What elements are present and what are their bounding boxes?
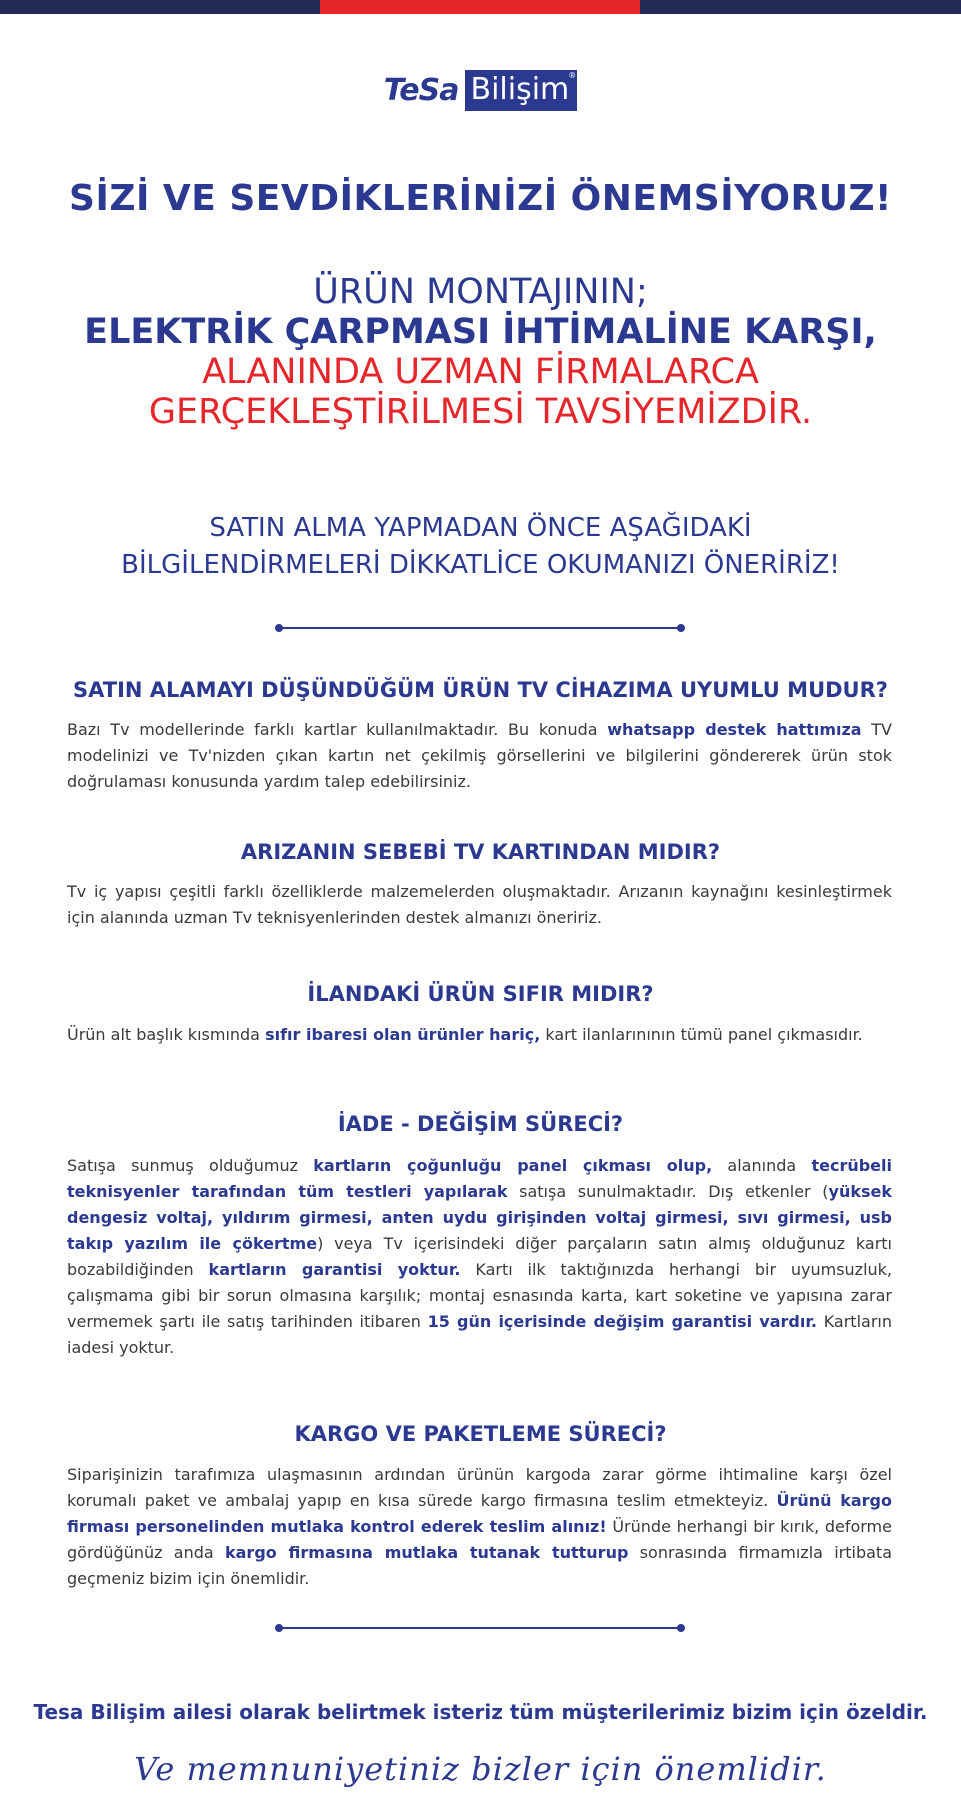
divider-line bbox=[279, 627, 681, 629]
closing-statement: Tesa Bilişim ailesi olarak belirtmek isteriz tüm müşterilerimiz bizim için özeldir. bbox=[33, 1700, 928, 1724]
reading-advice bbox=[0, 510, 961, 584]
new-text-1: Ürün alt başlık kısmında bbox=[67, 1025, 266, 1044]
section-text-new-product bbox=[67, 1022, 892, 1048]
divider-bottom bbox=[275, 1622, 685, 1634]
shipping-highlight-2: kargo firmasına mutlaka tutanak tutturup bbox=[224, 1543, 629, 1562]
section-title-return: İADE - DEĞİŞİM SÜRECİ? bbox=[337, 1112, 624, 1136]
top-bar-navy-segment-right bbox=[640, 0, 961, 14]
brand-logo bbox=[0, 67, 961, 113]
shipping-text-2: Üründe herhangi bir kırık, deforme gördüğünüz anda bbox=[67, 1517, 892, 1562]
whatsapp-support-highlight: whatsapp destek hattımıza bbox=[607, 720, 862, 739]
top-color-bar bbox=[0, 0, 961, 14]
return-text-6: Kartların iadesi yoktur. bbox=[67, 1312, 892, 1357]
registered-mark: ® bbox=[568, 70, 577, 80]
advice-line-1: SATIN ALMA YAPMADAN ÖNCE AŞAĞIDAKİ bbox=[209, 513, 752, 543]
top-bar-red-segment bbox=[320, 0, 640, 14]
divider-dot-right bbox=[677, 624, 685, 632]
logo-bilisim-box bbox=[465, 70, 578, 111]
section-title-compatibility: SATIN ALAMAYI DÜŞÜNDÜĞÜM ÜRÜN TV CİHAZIMA UYUMLU MUDUR? bbox=[73, 678, 888, 702]
page-headline: SİZİ VE SEVDİKLERİNİZİ ÖNEMSİYORUZ! bbox=[69, 178, 892, 219]
section-title-new-product: İLANDAKİ ÜRÜN SIFIR MIDIR? bbox=[307, 982, 654, 1006]
top-bar-navy-segment bbox=[0, 0, 320, 14]
compat-text-1: Bazı Tv modellerinde farklı kartlar kullanılmaktadır. Bu konuda bbox=[67, 720, 608, 739]
return-highlight-3: yüksek dengesiz voltaj, yıldırım girmesi, anten uydu girişinden voltaj girmesi, sıvı girmesi, usb takıp yazılım ile çökertme bbox=[67, 1182, 892, 1253]
section-title-shipping: KARGO VE PAKETLEME SÜRECİ? bbox=[294, 1422, 667, 1446]
warning-line-4: GERÇEKLEŞTİRİLMESİ TAVSİYEMİZDİR. bbox=[148, 392, 813, 432]
return-highlight-1: kartların çoğunluğu panel çıkması olup, bbox=[313, 1156, 713, 1175]
section-title-fault: ARIZANIN SEBEBİ TV KARTINDAN MIDIR? bbox=[240, 840, 721, 864]
section-text-compatibility bbox=[67, 717, 892, 795]
shipping-highlight-1: Ürünü kargo firması personelinden mutlaka kontrol ederek teslim alınız! bbox=[67, 1491, 893, 1536]
divider-dot-right bbox=[677, 1624, 685, 1632]
shipping-text-1: Siparişinizin tarafımıza ulaşmasının ardından ürünün kargoda zarar görme ihtimaline karşı özel korumalı paket ve ambalaj yapıp en kısa sürede kargo firmasına teslim etmekteyiz. bbox=[67, 1465, 892, 1510]
compat-text-2: TV modelinizi ve Tv'nizden çıkan kartın net çekilmiş görsellerini ve bilgilerini göndererek ürün stok doğrulaması konusunda yardım talep edebilirsiniz. bbox=[67, 720, 893, 791]
return-highlight-2: tecrübeli teknisyenler tarafından tüm testleri yapılarak bbox=[67, 1156, 892, 1201]
return-text-1: Satışa sunmuş olduğumuz bbox=[67, 1156, 314, 1175]
warning-line-2: ELEKTRİK ÇARPMASI İHTİMALİNE KARŞI, bbox=[84, 312, 877, 352]
return-text-5: Kartı ilk taktığınızda herhangi bir uyumsuzluk, çalışmama gibi bir sorun olmasına karşılık; montaj esnasında karta, kart soketine ve yapısına zarar vermemek şartı ile satış tarihinden itibaren bbox=[67, 1260, 893, 1331]
return-text-2: alanında bbox=[712, 1156, 812, 1175]
fault-text: Tv iç yapısı çeşitli farklı özelliklerde malzemelerden oluşmaktadır. Arızanın kaynağını kesinleştirmek için alanında uzman Tv teknisyenlerinden destek almanızı öneririz. bbox=[67, 882, 892, 927]
divider-line bbox=[279, 1627, 681, 1629]
section-text-shipping bbox=[67, 1462, 892, 1592]
logo-tesa-text: TeSa bbox=[383, 72, 459, 108]
warning-line-1: ÜRÜN MONTAJININ; bbox=[313, 272, 648, 312]
section-text-return bbox=[67, 1153, 892, 1361]
divider-dot-left bbox=[275, 1624, 283, 1632]
warning-line-3: ALANINDA UZMAN FİRMALARCA bbox=[202, 352, 759, 392]
new-highlight: sıfır ibaresi olan ürünler hariç, bbox=[265, 1025, 541, 1044]
return-highlight-4: kartların garantisi yoktur. bbox=[208, 1260, 461, 1279]
shipping-text-3: sonrasında firmamızla irtibata geçmeniz bizim için önemlidir. bbox=[67, 1543, 893, 1588]
section-text-fault bbox=[67, 879, 892, 931]
signature-script: Ve memnuniyetiniz bizler için önemlidir. bbox=[134, 1750, 827, 1788]
return-text-3: satışa sunulmaktadır. Dış etkenler ( bbox=[507, 1182, 829, 1201]
advice-line-2: BİLGİLENDİRMELERİ DİKKATLİCE OKUMANIZI ÖNERİRİZ! bbox=[121, 550, 840, 580]
logo-bilisim-text: Bilişim bbox=[470, 71, 570, 107]
return-text-4: ) veya Tv içerisindeki diğer parçaların satın almış olduğunuz kartı bozabildiğinden bbox=[67, 1234, 892, 1279]
new-text-2: kart ilanlarınının tümü panel çıkmasıdır. bbox=[540, 1025, 863, 1044]
divider-top bbox=[275, 622, 685, 634]
installation-warning bbox=[0, 272, 961, 432]
return-highlight-5: 15 gün içerisinde değişim garantisi vardır. bbox=[427, 1312, 818, 1331]
divider-dot-left bbox=[275, 624, 283, 632]
